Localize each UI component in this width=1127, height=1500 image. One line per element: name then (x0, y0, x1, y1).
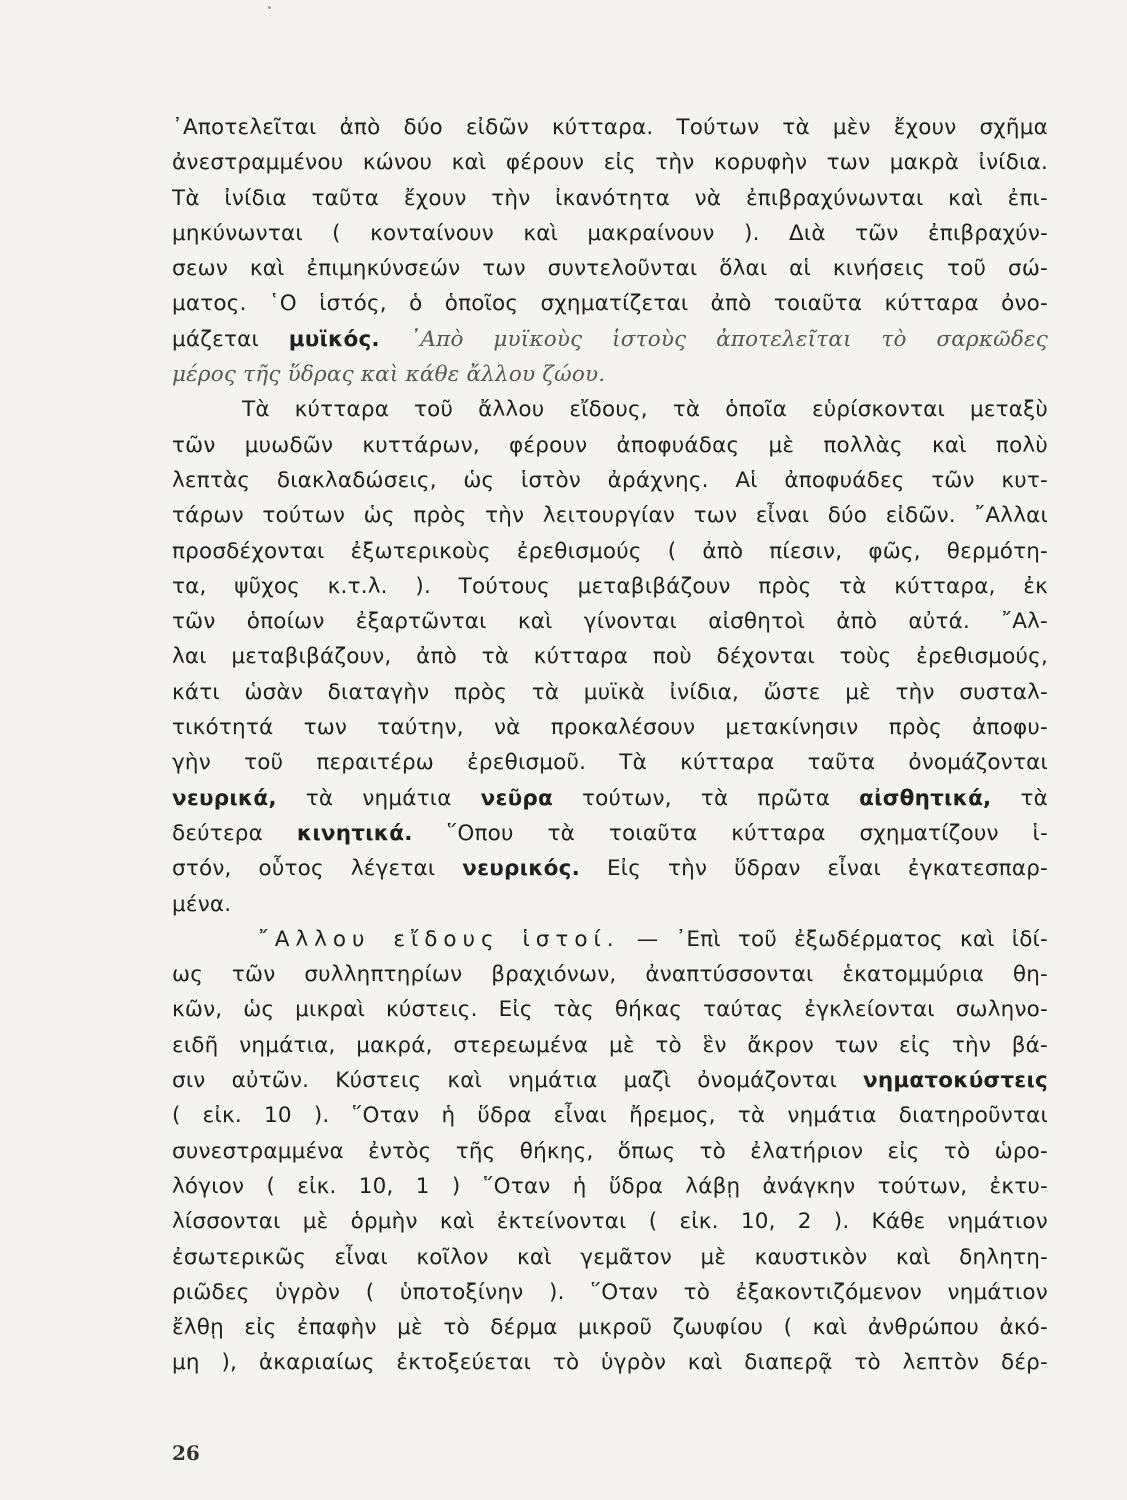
text-line (172, 181, 1048, 216)
text-segment: κάτι ὡσὰν διαταγὴν πρὸς τὰ μυϊκὰ ἰνίδια, ὥστε μὲ τὴν συσταλ- (172, 679, 1048, 705)
text-line (172, 216, 1048, 251)
body-text (172, 110, 1048, 1381)
text-line (172, 286, 1048, 321)
text-segment: τάρων τούτων ὡς πρὸς τὴν λειτουργίαν των εἶναι δύο εἰδῶν. ῎Αλλαι (172, 503, 1048, 529)
text-line (172, 957, 1048, 992)
text-line (172, 1028, 1048, 1063)
text-line (172, 639, 1048, 674)
text-line (172, 322, 1048, 357)
text-line (172, 357, 1048, 392)
text-segment: λίσσονται μὲ ὁρμὴν καὶ ἐκτείνονται ( εἰκ. 10, 2 ). Κάθε νημάτιον (172, 1209, 1048, 1235)
text-segment: τὰ (991, 785, 1048, 811)
text-line (172, 992, 1048, 1027)
text-segment: ριῶδες ὑγρὸν ( ὑποτοξίνην ). ῞Οταν τὸ ἐξακοντιζόμενον νημάτιον (172, 1279, 1048, 1305)
text-line (172, 1240, 1048, 1275)
text-segment-italic: μέρος τῆς ὕδρας καὶ κάθε ἄλλου ζώου. (172, 362, 606, 388)
text-segment-spaced: ῎Αλλου εἴδους ἱστοί. (258, 926, 620, 952)
text-segment: προσδέχονται ἐξωτερικοὺς ἐρεθισμούς ( ἀπὸ πίεσιν, φῶς, θερμότη- (172, 538, 1048, 564)
text-segment: ἐσωτερικῶς εἶναι κοῖλον καὶ γεμᾶτον μὲ καυστικὸν καὶ δηλητη- (172, 1244, 1048, 1270)
text-segment: τῶν ὁποίων ἐξαρτῶνται καὶ γίνονται αἰσθητοὶ ἀπὸ αὐτά. ῎Αλ- (172, 609, 1048, 635)
text-line (172, 710, 1048, 745)
text-line (172, 1098, 1048, 1133)
scan-speck (268, 6, 271, 9)
text-line (172, 1204, 1048, 1239)
text-segment: λόγιον ( εἰκ. 10, 1 ) ῞Οταν ἡ ὕδρα λάβῃ ἀνάγκην τούτων, ἐκτυ- (172, 1173, 1048, 1199)
text-segment-bold: νηματοκύστεις (863, 1068, 1048, 1094)
text-segment: γὴν τοῦ περαιτέρω ἐρεθισμοῦ. Τὰ κύτταρα ταῦτα ὀνομάζονται (172, 750, 1048, 776)
text-segment: ῞Οπου τὰ τοιαῦτα κύτταρα σχηματίζουν ἱ- (412, 820, 1048, 846)
text-line (172, 851, 1048, 886)
text-segment-bold: νεῦρα (480, 785, 553, 811)
text-segment: ᾿Αποτελεῖται ἀπὸ δύο εἰδῶν κύτταρα. Τούτων τὰ μὲν ἔχουν σχῆμα (172, 115, 1048, 140)
text-line (172, 922, 1048, 957)
text-line (172, 569, 1048, 604)
text-line (172, 1169, 1048, 1204)
text-segment: δεύτερα (172, 820, 297, 846)
text-line (172, 392, 1048, 427)
text-segment: τούτων, τὰ πρῶτα (552, 785, 860, 811)
text-line (172, 251, 1048, 286)
text-segment: στόν, οὗτος λέγεται (172, 856, 463, 882)
text-line (172, 887, 1048, 922)
text-line (172, 110, 1048, 145)
text-segment: ειδῆ νημάτια, μακρά, στερεωμένα μὲ τὸ ἓν ἄκρον των εἰς τὴν βά- (172, 1032, 1048, 1058)
text-line (172, 816, 1048, 851)
text-segment: λαι μεταβιβάζουν, ἀπὸ τὰ κύτταρα ποὺ δέχονται τοὺς ἐρεθισμούς, (172, 644, 1048, 670)
text-line (172, 781, 1048, 816)
text-segment: σεων καὶ ἐπιμηκύνσεών των συντελοῦνται ὅλαι αἱ κινήσεις τοῦ σώ- (172, 256, 1048, 282)
text-segment: τὰ νημάτια (276, 785, 481, 811)
text-segment: σιν αὐτῶν. Κύστεις καὶ νημάτια μαζὶ ὀνομάζονται (172, 1068, 864, 1094)
text-segment: ως τῶν συλληπτηρίων βραχιόνων, ἀναπτύσσονται ἑκατομμύρια θη- (172, 962, 1048, 988)
text-segment: λεπτὰς διακλαδώσεις, ὡς ἱστὸν ἀράχνης. Αἱ ἀποφυάδες τῶν κυτ- (172, 467, 1048, 493)
text-segment: συνεστραμμένα ἐντὸς τῆς θήκης, ὅπως τὸ ἐλατήριον εἰς τὸ ὡρο- (172, 1138, 1048, 1164)
text-line (172, 745, 1048, 780)
text-line (172, 1310, 1048, 1345)
text-segment-bold: νευρικά, (172, 785, 277, 811)
text-segment-bold: αἰσθητικά, (859, 785, 992, 811)
text-line (172, 1275, 1048, 1310)
text-line (172, 604, 1048, 639)
text-segment: ἔλθῃ εἰς ἐπαφὴν μὲ τὸ δέρμα μικροῦ ζωυφίου ( καὶ ἀνθρώπου ἀκό- (172, 1315, 1048, 1341)
text-line (172, 463, 1048, 498)
text-segment: Τὰ κύτταρα τοῦ ἄλλου εἴδους, τὰ ὁποῖα εὑρίσκονται μεταξὺ (242, 397, 1048, 423)
text-segment: Τὰ ἰνίδια ταῦτα ἔχουν τὴν ἰκανότητα νὰ ἐπιβραχύνωνται καὶ ἐπι- (172, 185, 1048, 211)
text-segment: μάζεται (172, 326, 289, 352)
text-line (172, 534, 1048, 569)
text-segment: μένα. (172, 891, 232, 917)
text-segment-bold: κινητικά. (296, 820, 413, 846)
text-line (172, 1345, 1048, 1380)
text-segment: τικότητά των ταύτην, νὰ προκαλέσουν μετακίνησιν πρὸς ἀποφυ- (172, 715, 1048, 741)
text-segment: — ᾿Επὶ τοῦ ἐξωδέρματος καὶ ἰδί- (619, 926, 1048, 952)
text-segment: ἀνεστραμμένου κώνου καὶ φέρουν εἰς τὴν κορυφὴν των μακρὰ ἰνίδια. (172, 150, 1048, 176)
text-segment: μηκύνωνται ( κονταίνουν καὶ μακραίνουν ). Διὰ τῶν ἐπιβραχύν- (172, 220, 1048, 246)
text-segment-italic: ᾿Απὸ μυϊκοὺς ἱστοὺς ἀποτελεῖται τὸ σαρκῶδες (379, 326, 1048, 352)
page-number: 26 (172, 1441, 200, 1465)
text-line (172, 498, 1048, 533)
text-line (172, 428, 1048, 463)
text-line (172, 1063, 1048, 1098)
text-segment-bold: μυϊκός. (288, 326, 380, 352)
text-segment: Εἰς τὴν ὕδραν εἶναι ἐγκατεσπαρ- (579, 856, 1048, 882)
text-segment-bold: νευρικός. (462, 856, 580, 882)
text-line (172, 1134, 1048, 1169)
text-segment: τῶν μυωδῶν κυττάρων, φέρουν ἀποφυάδας μὲ πολλὰς καὶ πολὺ (172, 432, 1048, 458)
text-segment: ( εἰκ. 10 ). ῞Οταν ἡ ὕδρα εἶναι ἤρεμος, τὰ νημάτια διατηροῦνται (172, 1103, 1048, 1129)
text-segment: κῶν, ὡς μικραὶ κύστεις. Εἰς τὰς θήκας ταύτας ἐγκλείονται σωληνο- (172, 997, 1048, 1023)
text-line (172, 145, 1048, 180)
text-line (172, 675, 1048, 710)
text-segment: τα, ψῦχος κ.τ.λ. ). Τούτους μεταβιβάζουν πρὸς τὰ κύτταρα, ἐκ (172, 573, 1048, 599)
text-segment: ματος. ῾Ο ἱστός, ὁ ὁποῖος σχηματίζεται ἀπὸ τοιαῦτα κύτταρα ὀνο- (172, 291, 1048, 317)
text-segment: μη ), ἀκαριαίως ἐκτοξεύεται τὸ ὑγρὸν καὶ διαπερᾷ τὸ λεπτὸν δέρ- (172, 1350, 1048, 1376)
